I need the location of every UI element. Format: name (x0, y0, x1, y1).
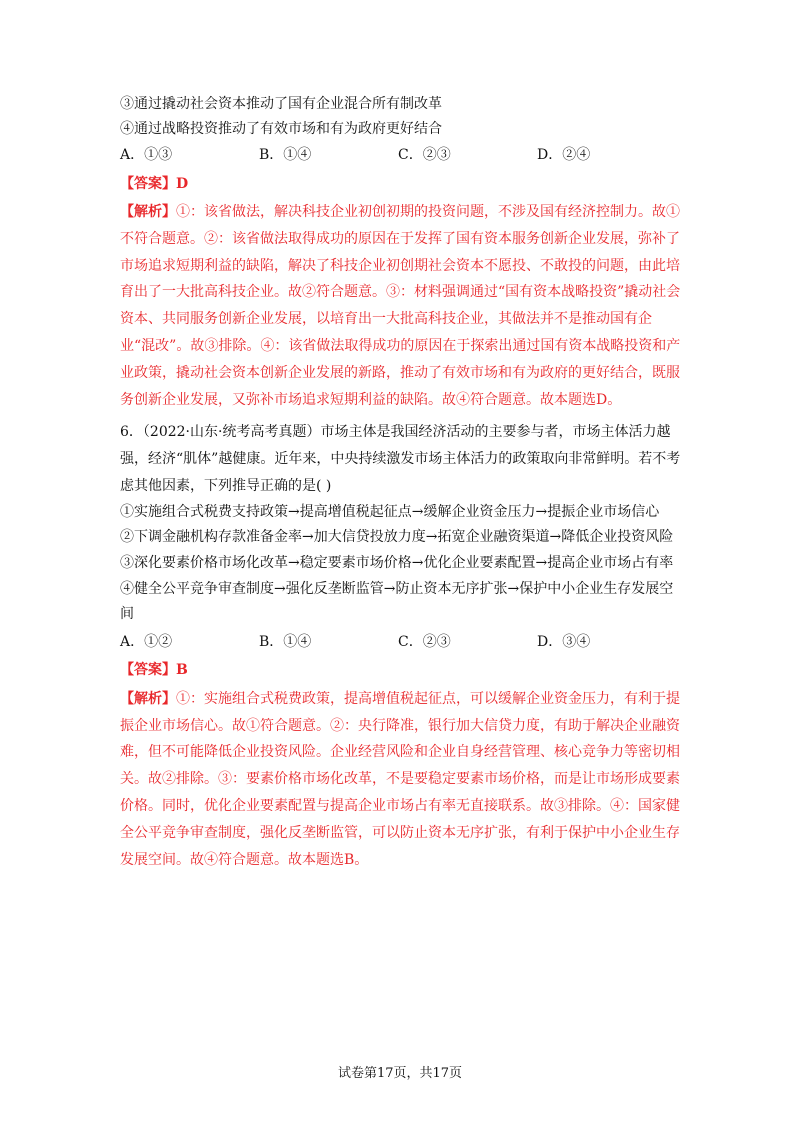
q5-statement-3: ③通过撬动社会资本推动了国有企业混合所有制改革 (120, 96, 442, 112)
q6-statement-3: ③深化要素价格市场化改革→稳定要素市场价格→优化企业要素配置→提高企业市场占有率 (120, 554, 674, 571)
q5-statement-4: ④通过战略投资推动了有效市场和有为政府更好结合 (120, 120, 442, 137)
q6-stem-text: 市场主体是我国经济活动的主要参与者，市场主体活力越强，经济“肌体”越健康。近年来，中央持续激发市场主体活力的政策取向非常鲜明。若不考虑其他因素，下列推导正确的是( ) (120, 424, 681, 494)
q6-explain-tag: 【解析】 (120, 690, 176, 707)
q6-statement-1: ①实施组合式税费支持政策→提高增值税起征点→缓解企业资金压力→提振企业市场信心 (120, 503, 660, 520)
q6-option-b: B．①④ (259, 633, 312, 650)
q6-answer (120, 658, 685, 683)
q5-answer-value: D (176, 175, 189, 192)
q6-option-a: A．①② (120, 633, 173, 650)
page-content (120, 92, 685, 873)
q6-source: （2022·山东·统考高考真题） (142, 424, 321, 441)
q5-explanation (120, 199, 685, 413)
q5-option-d: D．②④ (537, 147, 591, 163)
q5-explain-text: ①：该省做法，解决科技企业初创初期的投资问题，不涉及国有经济控制力。故①不符合题意。②：该省做法取得成功的原因在于发挥了国有资本服务创新企业发展，弥补了市场追求短期利益的缺陷，解决了科技企业初创期社会资本不愿投、不敢投的问题，由此培育出了一大批高科技企业。故②符合题意。③：材料强调通过“国有资本战略投资”撬动社会资本、共同服务创新企业发展，以培育出一大批高科技企业，其做法并不是推动国有企业“混改”。故③排除。④：该省做法取得成功的原因在于探索出通过国有资本战略投资和产业政策，撬动社会资本创新企业发展的新路，推动了有效市场和有为政府的更好结合，既服务创新企业发展，又弥补市场追求短期利益的缺陷。故④符合题意。故本题选D。 (120, 204, 681, 408)
q5-option-c: C．②③ (398, 147, 451, 163)
q5-option-b: B．①④ (259, 147, 312, 163)
q6-answer-value: B (176, 662, 188, 679)
q6-option-c: C．②③ (398, 633, 451, 650)
q5-explain-tag: 【解析】 (120, 204, 176, 220)
q6-explain-text: ①：实施组合式税费政策，提高增值税起征点，可以缓解企业资金压力，有利于提振企业市场信心。故①符合题意。②：央行降准，银行加大信贷力度，有助于解决企业融资难，但不可能降低企业投资风险。企业经营风险和企业自身经营管理、核心竞争力等密切相关。故②排除。③：要素价格市场化改革，不是要稳定要素市场价格，而是让市场形成要素价格。同时，优化企业要素配置与提高企业市场占有率无直接联系。故③排除。④：国家健全公平竞争审查制度，强化反垄断监管，可以防止资本无序扩张，有利于保护中小企业生存发展空间。故④符合题意。故本题选B。 (120, 690, 680, 868)
q6-stem (120, 419, 685, 499)
q5-options (120, 143, 685, 168)
q6-option-d: D．③④ (537, 633, 591, 650)
q6-answer-tag: 【答案】 (120, 662, 176, 679)
page-footer: 试卷第17页，共17页 (337, 1066, 463, 1081)
q5-answer (120, 172, 685, 197)
q6-statement-4: ④健全公平竞争审查制度→强化反垄断监管→防止资本无序扩张→保护中小企业生存发展空间 (120, 580, 674, 623)
q6-number: 6． (120, 424, 143, 441)
q5-answer-tag: 【答案】 (120, 175, 176, 192)
q5-option-a: A．①③ (120, 147, 173, 163)
q6-explanation (120, 686, 685, 874)
q6-options (120, 630, 685, 655)
q6-statement-2: ②下调金融机构存款准备金率→加大信贷投放力度→拓宽企业融资渠道→降低企业投资风险 (120, 529, 674, 546)
